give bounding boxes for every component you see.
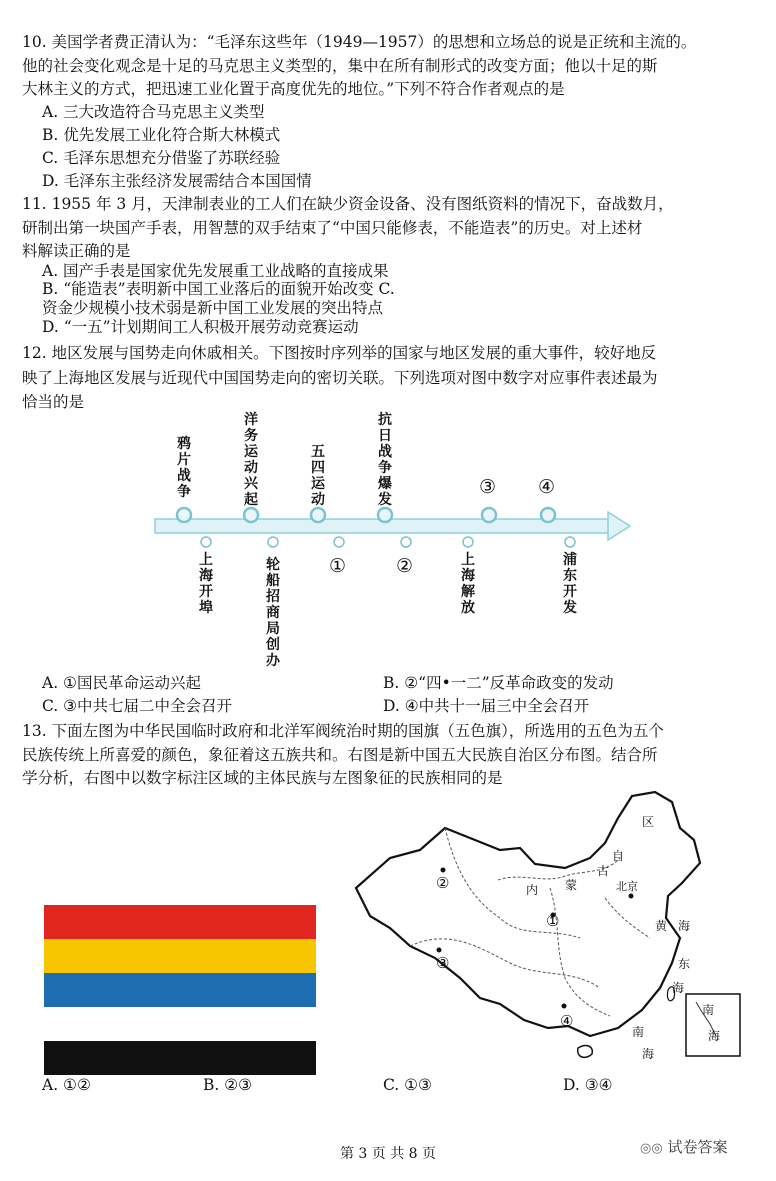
top-event-anti-japanese-text: 抗 日 战 争 爆 发 [378, 412, 392, 508]
q10-option-c: C. 毛泽东思想充分借鉴了苏联经验 [42, 149, 281, 167]
map-text-nei: 内 [526, 883, 539, 897]
map-text-gu: 古 [597, 864, 610, 878]
q13-line-1: 13. 下面左图为中华民国临时政府和北洋军阀统治时期的国旗（五色旗），所选用的五色为五个 [22, 722, 664, 740]
dot-steamship [268, 537, 278, 547]
dot-event-2 [401, 537, 411, 547]
q10-line-2: 他的社会变化观念是十足的马克思主义类型的，集中在所有制形式的改变方面；他以十足的斯 [22, 57, 658, 75]
map-text-beijing: 北京 [616, 880, 638, 893]
q11-line-1: 11. 1955 年 3 月，天津制表业的工人们在缺少资金设备、没有图纸资料的情况下，奋战数月， [22, 195, 674, 213]
q11-line-3: 料解读正确的是 [22, 242, 131, 260]
q13-line-2: 民族传统上所喜爱的颜色，象征着这五族共和。右图是新中国五大民族自治区分布图。结合所 [22, 746, 658, 764]
top-event-anti-japanese [376, 412, 394, 508]
five-color-flag [44, 905, 316, 1075]
map-text-zi: 自 [612, 849, 625, 863]
bottom-event-pudong [561, 552, 579, 616]
map-label-3: ③ [436, 954, 450, 972]
wechat-icon: ◎◎ [640, 1141, 663, 1156]
map-label-4: ④ [560, 1012, 574, 1030]
dot-event-4 [541, 508, 555, 522]
q10-option-d: D. 毛泽东主张经济发展需结合本国国情 [42, 172, 312, 190]
map-text-nan1: 南 [632, 1025, 645, 1039]
q12-line-2: 映了上海地区发展与近现代中国国势走向的密切关联。下列选项对图中数字对应事件表述最为 [22, 369, 658, 387]
flag-stripe-red [44, 905, 316, 939]
q10-option-a: A. 三大改造符合马克思主义类型 [42, 103, 265, 121]
top-event-may-fourth [309, 444, 327, 508]
dot-pudong [565, 537, 575, 547]
map-text-huang: 黄 [655, 919, 668, 933]
bottom-event-steamship [264, 557, 282, 669]
q11-option-c: 资金少规模小技术弱是新中国工业发展的突出特点 [42, 299, 384, 317]
map-text-meng: 蒙 [565, 878, 578, 892]
q12-option-d: D. ④中共十一届三中全会召开 [383, 697, 590, 715]
q11-option-a: A. 国产手表是国家优先发展重工业战略的直接成果 [42, 262, 389, 280]
q12-option-c: C. ③中共七届二中全会召开 [42, 697, 233, 715]
dot-event-1 [334, 537, 344, 547]
q12-option-a: A. ①国民革命运动兴起 [42, 674, 201, 692]
bottom-event-shanghai-open-text: 上 海 开 埠 [199, 552, 213, 616]
bottom-event-shanghai-open [197, 552, 215, 616]
q13-line-3: 学分析，右图中以数字标注区域的主体民族与左图象征的民族相同的是 [22, 769, 503, 787]
dot-westernization [244, 508, 258, 522]
q13-option-a: A. ①② [42, 1076, 91, 1094]
bottom-event-steamship-text: 轮 船 招 商 局 创 办 [266, 557, 280, 669]
top-event-westernization [242, 412, 260, 508]
map-text-nan2: 南 [702, 1003, 715, 1017]
q10-line-1: 10. 美国学者费正清认为：“毛泽东这些年（1949—1957）的思想和立场总的说是正统和主流的。 [22, 33, 697, 51]
top-event-may-fourth-text: 五 四 运 动 [311, 444, 325, 508]
map-label-1: ① [546, 912, 560, 930]
q13-option-d: D. ③④ [563, 1076, 613, 1094]
q10-line-3: 大林主义的方式，把迅速工业化置于高度优先的地位。”下列不符合作者观点的是 [22, 80, 565, 98]
map-text-hai1: 海 [678, 919, 691, 933]
top-event-westernization-text: 洋 务 运 动 兴 起 [244, 412, 258, 508]
bottom-event-liberation [459, 552, 477, 616]
top-event-3: ③ [479, 476, 497, 498]
map-label-2: ② [436, 874, 450, 892]
dot-opium-war [177, 508, 191, 522]
q10-option-b: B. 优先发展工业化符合斯大林模式 [42, 126, 281, 144]
bottom-event-1: ① [329, 555, 347, 577]
dot-may-fourth [311, 508, 325, 522]
q13-option-b: B. ②③ [203, 1076, 253, 1094]
bottom-event-liberation-text: 上 海 解 放 [461, 552, 475, 616]
bottom-event-pudong-text: 浦 东 开 发 [563, 552, 577, 616]
q11-line-2: 研制出第一块国产手表，用智慧的双手结束了“中国只能修表，不能造表”的历史。对上述材 [22, 219, 643, 237]
dot-shanghai-open [201, 537, 211, 547]
watermark-text: 试卷答案 [667, 1138, 728, 1156]
q12-line-3: 恰当的是 [22, 393, 85, 411]
map-text-qu: 区 [642, 815, 655, 829]
top-event-opium-war-text: 鸦 片 战 争 [177, 436, 191, 500]
bottom-event-2: ② [396, 555, 414, 577]
page-footer: 第 3 页 共 8 页 [339, 1146, 437, 1162]
q11-option-d: D. “一五”计划期间工人积极开展劳动竞赛运动 [42, 318, 359, 336]
flag-stripe-blue [44, 973, 316, 1007]
watermark [640, 1136, 727, 1157]
map-text-dong: 东 [678, 957, 691, 971]
map-text-hai4: 海 [708, 1029, 721, 1043]
map-text-hai2: 海 [672, 981, 685, 995]
q11-option-b: B. “能造表”表明新中国工业落后的面貌开始改变 C. [42, 280, 395, 298]
map-text-hai3: 海 [642, 1047, 655, 1060]
top-event-opium-war [175, 436, 193, 500]
dot-event-3 [482, 508, 496, 522]
dot-liberation [463, 537, 473, 547]
dot-anti-japanese [378, 508, 392, 522]
q12-option-b: B. ②“四•一二”反革命政变的发动 [383, 674, 614, 692]
q12-line-1: 12. 地区发展与国势走向休戚相关。下图按时序列举的国家与地区发展的重大事件，较好地反 [22, 344, 657, 362]
top-event-4: ④ [538, 476, 556, 498]
china-autonomous-regions-map [350, 788, 750, 1060]
flag-stripe-yellow [44, 939, 316, 973]
flag-stripe-black [44, 1041, 316, 1075]
q13-option-c: C. ①③ [383, 1076, 432, 1094]
flag-stripe-white [44, 1007, 316, 1041]
